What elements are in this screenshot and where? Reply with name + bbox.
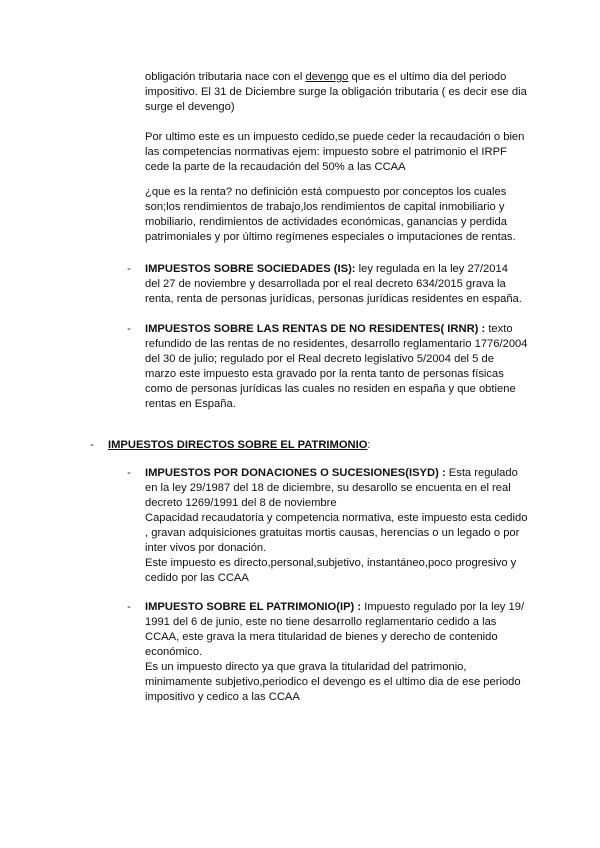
paragraph-renta [145,185,525,245]
paragraph-cedido [145,130,525,175]
text-line: refundido de las rentas de no residentes, desarrollo reglamentario 1776/2004 [145,338,528,350]
text-line: son;los rendimientos de trabajo,los rendimientos de capital inmobiliario y [145,201,505,213]
text-line: mobiliario, rendimientos de actividades económicas, ganancias y perdida [145,216,507,228]
text-line: Es un impuesto directo ya que grava la titularidad del patrimonio, [145,661,467,673]
irnr-title: IMPUESTOS SOBRE LAS RENTAS DE NO RESIDENTES( IRNR) : [145,323,486,335]
text-line: IMPUESTOS SOBRE SOCIEDADES (IS): ley regulada en la ley 27/2014 [145,263,508,275]
isyd-title: IMPUESTOS POR DONACIONES O SUCESIONES(ISYD) : [145,467,446,479]
section-heading: IMPUESTOS DIRECTOS SOBRE EL PATRIMONIO: [108,439,371,451]
bullet-dash: - [127,601,131,613]
text-line: del 30 de julio; regulado por el Real decreto legislativo 5/2004 del 5 de [145,353,494,365]
bullet-dash: - [127,323,131,335]
bullet-dash: - [127,467,131,479]
text-line: obligación tributaria nace con el devengo que es el ultimo dia del periodo [145,71,507,83]
text-line: CCAA, este grava la mera titularidad de bienes y derecho de contenido [145,631,498,643]
text-line: Por ultimo este es un impuesto cedido,se puede ceder la recaudación o bien [145,131,525,143]
text-line: rentas en España. [145,398,236,410]
list-item-ip [145,600,525,705]
text-line: renta, renta de personas jurídicas, personas jurídicas residentes en españa. [145,293,522,305]
text-line: IMPUESTOS POR DONACIONES O SUCESIONES(ISYD) : Esta regulado [145,467,518,479]
list-item-isyd [145,466,528,586]
text-line: patrimoniales y por último regímenes especiales o imputaciones de rentas. [145,231,516,243]
text-line: del 27 de noviembre y desarrollada por el real decreto 634/2015 grava la [145,278,506,290]
text-line: económico. [145,646,203,658]
text-line: inter vivos por donación. [145,542,267,554]
text-line: minimamente subjetivo,periodico el devengo es el ultimo dia de ese periodo [145,676,521,688]
text-line: marzo este impuesto esta gravado por la renta tanto de personas físicas [145,368,504,380]
text-line: 1991 del 6 de junio, este no tiene desarrollo reglamentario cedido a las [145,616,497,628]
paragraph-devengo [145,70,525,115]
text-line: impositivo y cedico a las CCAA [145,691,300,703]
text-line: cedido por las CCAA [145,572,249,584]
text-line: las competencias normativas ejem: impuesto sobre el patrimonio el IRPF [145,146,507,158]
text-line: , gravan adquisiciones gratuitas mortis causas, herencias o un legado o por [145,527,520,539]
text-line: en la ley 29/1987 del 18 de diciembre, su desarollo se encuenta en el real [145,482,511,494]
text-line: como de personas jurídicas las cuales no residen en españa y que obtiene [145,383,516,395]
text-line: surge el devengo) [145,101,235,113]
list-item-is [145,262,525,307]
devengo-link: devengo [305,71,349,83]
section-title: IMPUESTOS DIRECTOS SOBRE EL PATRIMONIO [108,439,368,451]
ip-title: IMPUESTO SOBRE EL PATRIMONIO(IP) : [145,601,362,613]
text-line: impositivo. El 31 de Diciembre surge la obligación tributaria ( es decir ese dia [145,86,527,98]
list-item-irnr [145,322,528,412]
text-line: ¿que es la renta? no definición está compuesto por conceptos los cuales [145,186,507,198]
text-line: Capacidad recaudatoria y competencia normativa, este impuesto esta cedido [145,512,528,524]
bullet-dash: - [127,263,131,275]
text-line: cede la parte de la recaudación del 50% a las CCAA [145,161,406,173]
text-line: decreto 1269/1991 del 8 de noviembre [145,497,337,509]
text-line: IMPUESTOS SOBRE LAS RENTAS DE NO RESIDENTES( IRNR) : texto [145,323,513,335]
is-title: IMPUESTOS SOBRE SOCIEDADES (IS): [145,263,356,275]
text-line: IMPUESTO SOBRE EL PATRIMONIO(IP) : Impuesto regulado por la ley 19/ [145,601,525,613]
bullet-dash: - [90,439,94,451]
text-line: Este impuesto es directo,personal,subjetivo, instantáneo,poco progresivo y [145,557,517,569]
